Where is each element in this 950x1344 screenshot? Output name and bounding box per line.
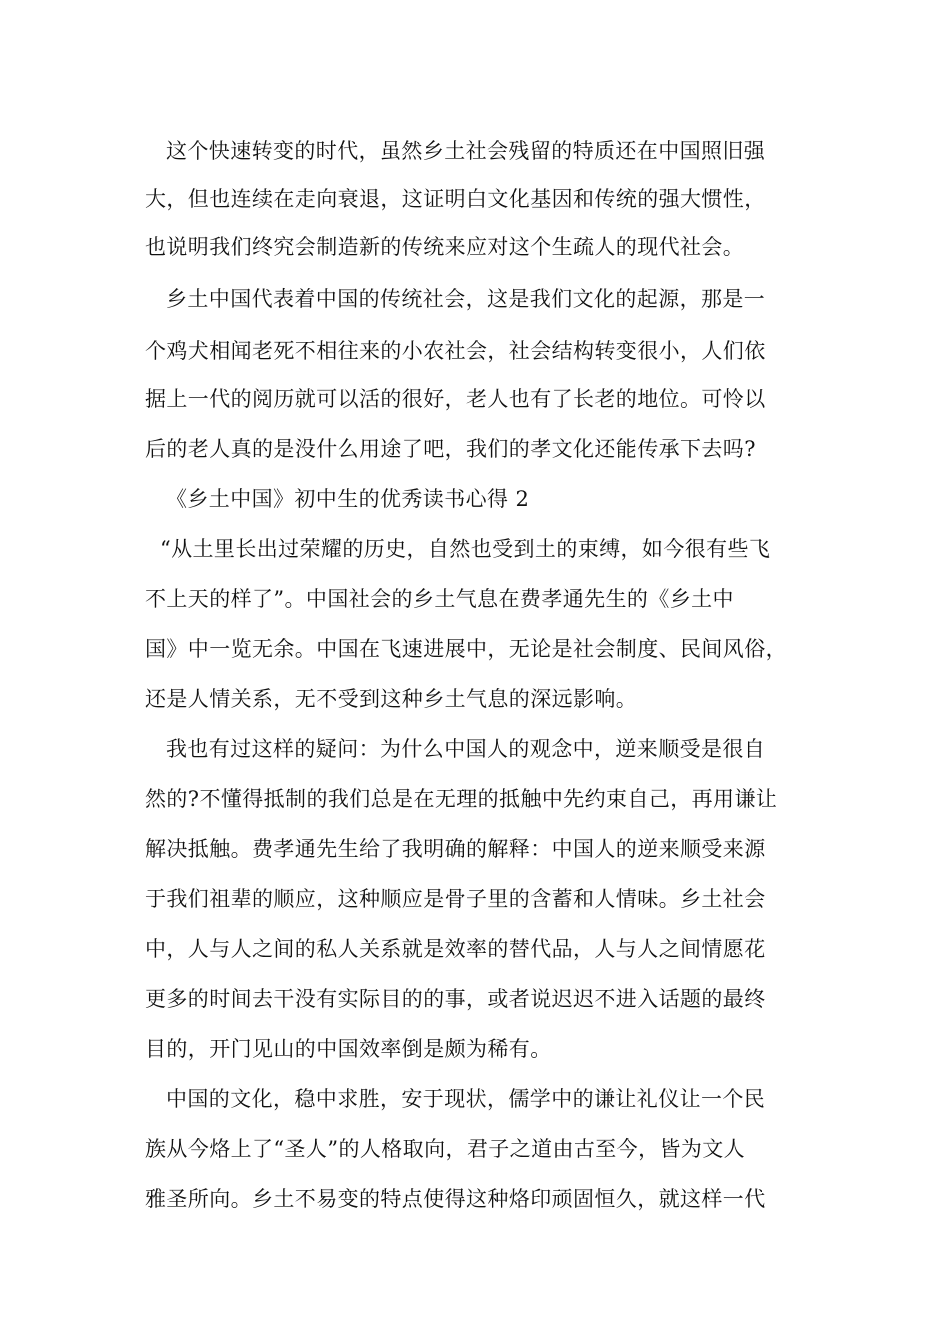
text-line: 目的，开门见山的中国效率倒是颇为稀有。 bbox=[145, 1037, 552, 1061]
text-line: “从土里长出过荣耀的历史，自然也受到土的束缚，如今很有些飞 bbox=[160, 537, 771, 561]
text-line: 更多的时间去干没有实际目的的事，或者说迟迟不进入话题的最终 bbox=[145, 987, 766, 1011]
text-line: 解决抵触。费孝通先生给了我明确的解释：中国人的逆来顺受来源 bbox=[145, 837, 766, 861]
text-line: 中国的文化，稳中求胜，安于现状，儒学中的谦让礼仪让一个民 bbox=[166, 1087, 766, 1111]
text-line: 然的?不懂得抵制的我们总是在无理的抵触中先约束自己，再用谦让 bbox=[145, 787, 778, 811]
text-line: 于我们祖辈的顺应，这种顺应是骨子里的含蓄和人情味。乡土社会 bbox=[145, 887, 766, 911]
text-line: 还是人情关系，无不受到这种乡土气息的深远影响。 bbox=[145, 687, 638, 711]
text-line: 据上一代的阅历就可以活的很好，老人也有了长老的地位。可怜以 bbox=[145, 387, 766, 411]
text-line: 雅圣所向。乡土不易变的特点使得这种烙印顽固恒久，就这样一代 bbox=[145, 1187, 766, 1211]
text-line: 族从今烙上了“圣人”的人格取向，君子之道由古至今，皆为文人 bbox=[145, 1137, 746, 1161]
text-line: 也说明我们终究会制造新的传统来应对这个生疏人的现代社会。 bbox=[145, 235, 745, 259]
text-line: 大，但也连续在走向衰退，这证明白文化基因和传统的强大惯性， bbox=[145, 187, 766, 211]
text-line: 不上天的样了”。中国社会的乡土气息在费孝通先生的《乡土中 bbox=[145, 587, 734, 611]
text-line: 乡土中国代表着中国的传统社会，这是我们文化的起源，那是一 bbox=[166, 287, 766, 311]
section-heading: 《乡土中国》初中生的优秀读书心得 2 bbox=[166, 487, 530, 511]
text-line: 国》中一览无余。中国在飞速进展中，无论是社会制度、民间风俗， bbox=[145, 637, 787, 661]
text-line: 中，人与人之间的私人关系就是效率的替代品，人与人之间情愿花 bbox=[145, 937, 766, 961]
text-line: 这个快速转变的时代，虽然乡土社会残留的特质还在中国照旧强 bbox=[166, 139, 766, 163]
text-line: 我也有过这样的疑问：为什么中国人的观念中，逆来顺受是很自 bbox=[166, 737, 766, 761]
text-line: 个鸡犬相闻老死不相往来的小农社会，社会结构转变很小，人们依 bbox=[145, 339, 766, 363]
text-line: 后的老人真的是没什么用途了吧，我们的孝文化还能传承下去吗? bbox=[145, 437, 756, 461]
